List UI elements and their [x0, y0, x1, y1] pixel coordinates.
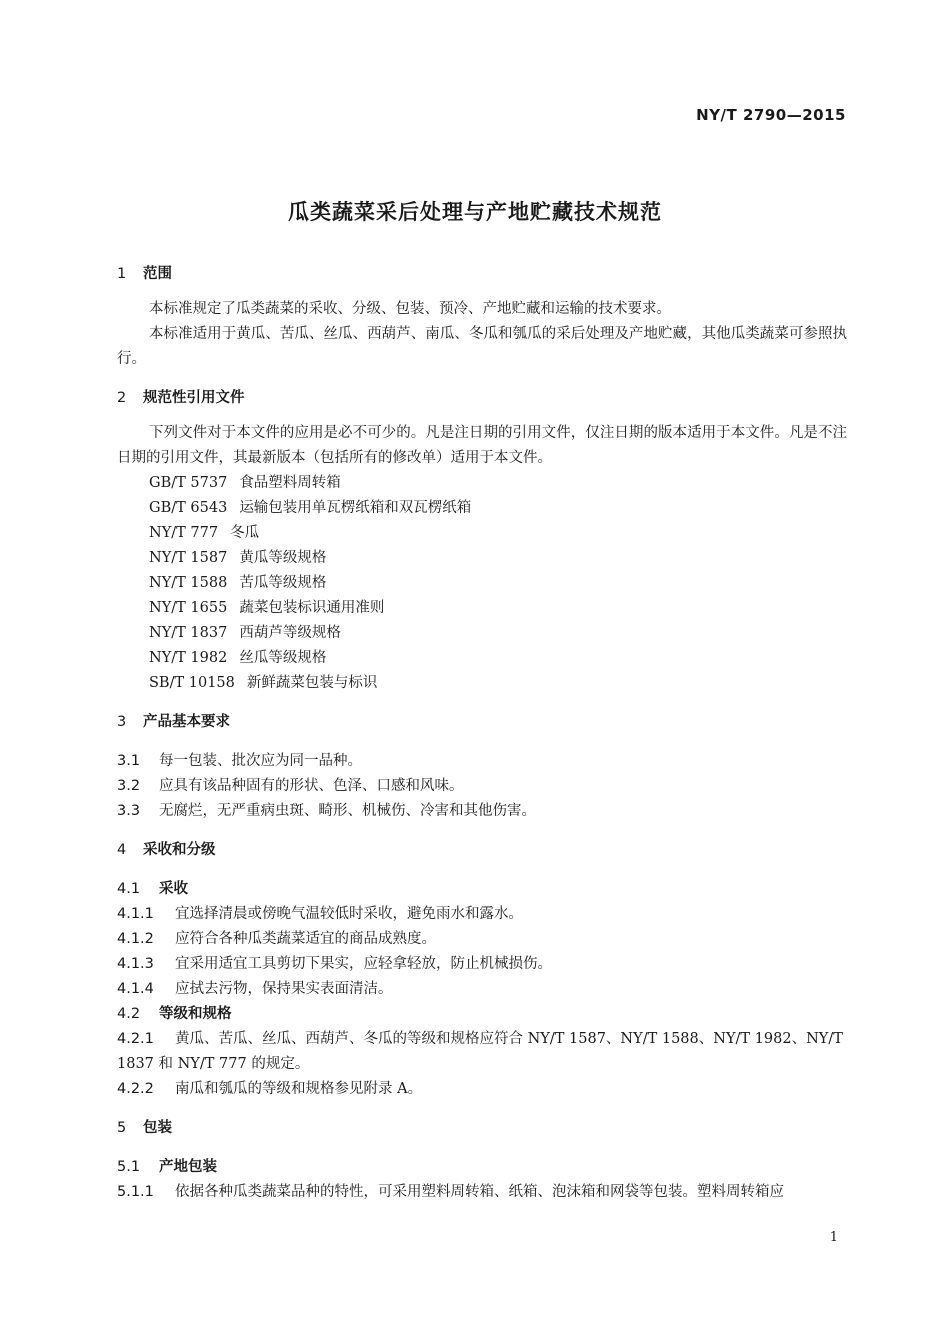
reference-item: NY/T 777 冬瓜	[149, 525, 260, 541]
section-2-heading: 2 规范性引用文件	[117, 390, 245, 406]
clause-3-2: 3.2 应具有该品种固有的形状、色泽、口感和风味。	[117, 778, 464, 794]
reference-item: NY/T 1837 西葫芦等级规格	[149, 625, 341, 641]
reference-item: GB/T 6543 运输包装用单瓦楞纸箱和双瓦楞纸箱	[149, 500, 472, 516]
section-1-paragraph: 本标准规定了瓜类蔬菜的采收、分级、包装、预冷、产地贮藏和运输的技术要求。	[149, 301, 671, 317]
standard-number: NY/T 2790—2015	[696, 106, 846, 124]
subsection-5-1-heading: 5.1 产地包装	[117, 1159, 217, 1175]
reference-item: NY/T 1588 苦瓜等级规格	[149, 575, 327, 591]
page-number: 1	[829, 1230, 838, 1245]
clause-4-2-1: 4.2.1 黄瓜、苦瓜、丝瓜、西葫芦、冬瓜的等级和规格应符合 NY/T 1587、NY/T 1588、NY/T 1982、NY/T 1837 和 NY/T 777 的规定。	[117, 1031, 843, 1072]
clause-3-1: 3.1 每一包装、批次应为同一品种。	[117, 753, 362, 769]
reference-item: SB/T 10158 新鲜蔬菜包装与标识	[149, 675, 378, 691]
subsection-4-2-heading: 4.2 等级和规格	[117, 1006, 232, 1022]
clause-4-1-2: 4.1.2 应符合各种瓜类蔬菜适宜的商品成熟度。	[117, 931, 436, 947]
reference-item: NY/T 1587 黄瓜等级规格	[149, 550, 327, 566]
reference-item: NY/T 1982 丝瓜等级规格	[149, 650, 327, 666]
section-1-heading: 1 范围	[117, 266, 172, 282]
clause-4-1-4: 4.1.4 应拭去污物，保持果实表面清洁。	[117, 981, 393, 997]
reference-item: GB/T 5737 食品塑料周转箱	[149, 475, 341, 491]
clause-4-2-2: 4.2.2 南瓜和瓠瓜的等级和规格参见附录 A。	[117, 1081, 423, 1097]
section-1-paragraph: 本标准适用于黄瓜、苦瓜、丝瓜、西葫芦、南瓜、冬瓜和瓠瓜的采后处理及产地贮藏，其他瓜类蔬菜可参照执行。	[117, 326, 847, 367]
document-body	[117, 262, 847, 1205]
subsection-4-1-heading: 4.1 采收	[117, 881, 188, 897]
document-title: 瓜类蔬菜采后处理与产地贮藏技术规范	[288, 200, 662, 224]
section-5-heading: 5 包装	[117, 1120, 172, 1136]
clause-3-3: 3.3 无腐烂，无严重病虫斑、畸形、机械伤、冷害和其他伤害。	[117, 803, 536, 819]
clause-5-1-1: 5.1.1 依据各种瓜类蔬菜品种的特性，可采用塑料周转箱、纸箱、泡沫箱和网袋等包装。塑料周转箱应	[117, 1184, 784, 1200]
section-4-heading: 4 采收和分级	[117, 842, 216, 858]
reference-item: NY/T 1655 蔬菜包装标识通用准则	[149, 600, 385, 616]
section-3-heading: 3 产品基本要求	[117, 714, 230, 730]
clause-4-1-1: 4.1.1 宜选择清晨或傍晚气温较低时采收，避免雨水和露水。	[117, 906, 523, 922]
clause-4-1-3: 4.1.3 宜采用适宜工具剪切下果实，应轻拿轻放，防止机械损伤。	[117, 956, 552, 972]
section-2-paragraph: 下列文件对于本文件的应用是必不可少的。凡是注日期的引用文件，仅注日期的版本适用于本文件。凡是不注日期的引用文件，其最新版本（包括所有的修改单）适用于本文件。	[117, 425, 847, 466]
